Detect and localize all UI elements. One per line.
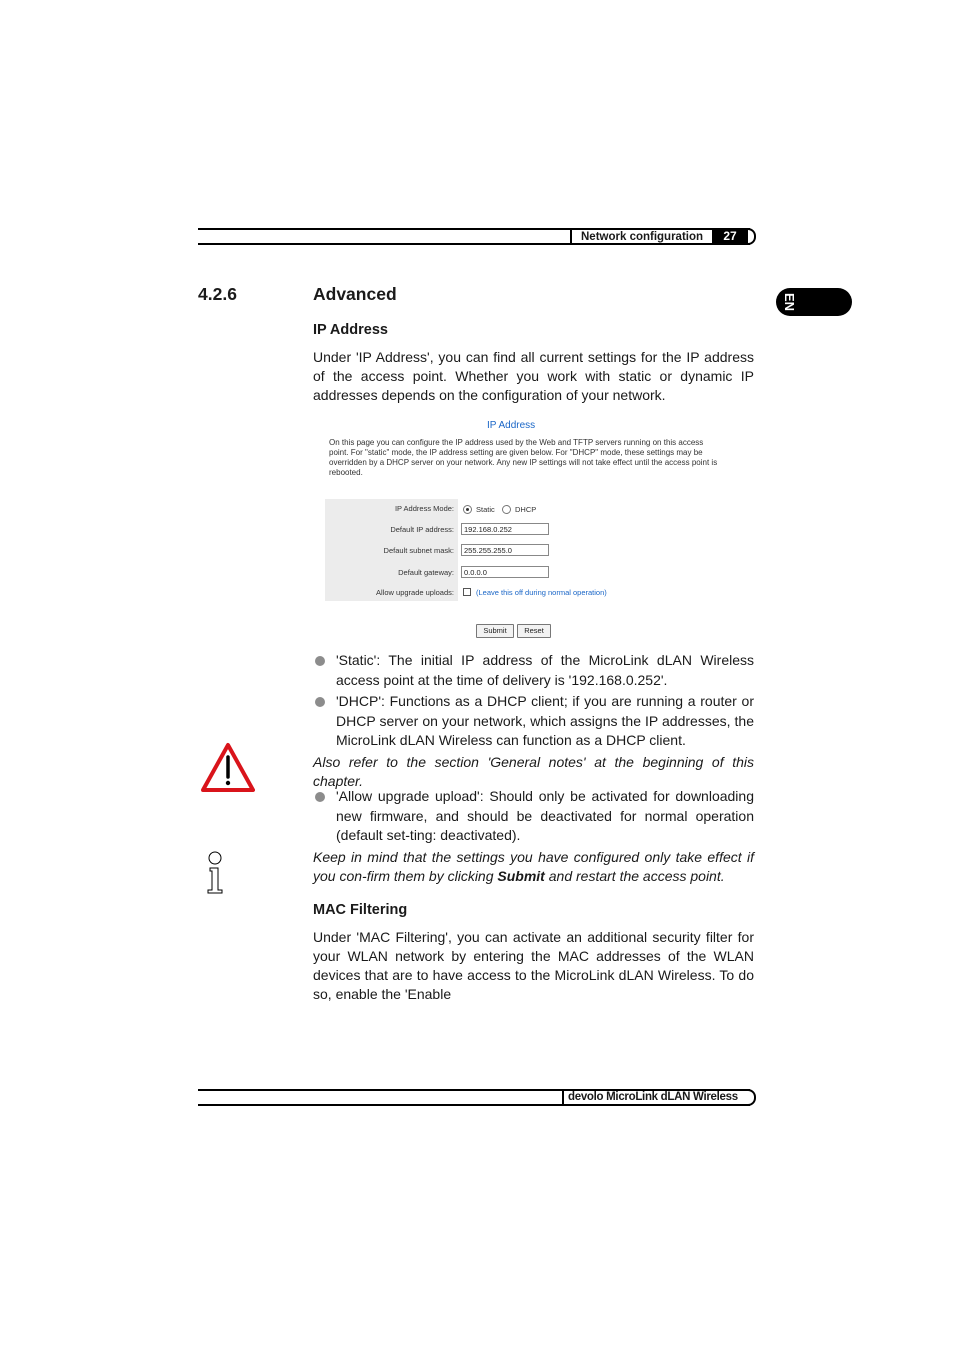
bullet-static	[313, 651, 754, 690]
form-labels	[325, 499, 458, 601]
ip-address-intro: Under 'IP Address', you can find all current settings for the IP address of the access point. Whether you work with static or dynamic IP addresses depends on the configuration of your network.	[313, 349, 754, 403]
screenshot-title: IP Address	[487, 420, 536, 431]
bullet-upgrade-text: 'Allow upgrade upload': Should only be activated for downloading new firmware, and should be deactivated for normal operation (default set-ting: deactivated).	[336, 788, 754, 843]
footer-end-cap	[748, 1089, 756, 1106]
ip-label: Default IP address:	[390, 525, 454, 534]
info-note-text: Keep in mind that the settings you have configured only take effect if you con-firm them by clicking	[313, 849, 754, 884]
info-note-submit: Submit	[497, 868, 545, 884]
header-section-label: Network configuration	[581, 231, 704, 243]
static-radio[interactable]	[463, 505, 472, 514]
section-title: Advanced	[313, 284, 397, 304]
bullet-dhcp-text: 'DHCP': Functions as a DHCP client; if you are running a router or DHCP server on your network, which assigns the IP addresses, the MicroLink dLAN Wireless can function as a DHCP client.	[336, 693, 754, 748]
mac-filtering-heading: MAC Filtering	[313, 902, 408, 918]
mode-label: IP Address Mode:	[394, 504, 454, 513]
bullet-dot	[315, 792, 325, 802]
upgrade-note: (Leave this off during normal operation)	[476, 588, 607, 597]
static-radio-label: Static	[476, 505, 495, 514]
bullet-dot	[315, 697, 325, 707]
mac-filtering-intro: Under 'MAC Filtering', you can activate an additional security filter for your WLAN network by entering the MAC addresses of the WLAN devices that are to have access to the MicroLink dLAN Wireless. To do so, enable the 'Enable	[313, 929, 754, 1002]
bullet-upgrade	[313, 787, 754, 846]
ip-settings-form	[325, 499, 616, 601]
mask-label: Default subnet mask:	[383, 546, 454, 555]
warning-icon	[201, 742, 255, 794]
bullet-static-text: 'Static': The initial IP address of the MicroLink dLAN Wireless access point at the time of delivery is '192.168.0.252'.	[336, 652, 754, 688]
header-end-cap	[748, 228, 756, 245]
upgrade-label: Allow upgrade uploads:	[376, 588, 454, 597]
screenshot-description: On this page you can configure the IP address used by the Web and TFTP servers running on this access point. For "static" mode, the IP address setting are given below. For "DHCP" mode, these settings may be overridden by a DHCP server on your network. Any new IP settings will not take effect until the access point is rebooted.	[329, 438, 718, 477]
ip-address-input[interactable]: 192.168.0.252	[461, 523, 549, 535]
ip-address-heading: IP Address	[313, 322, 388, 338]
language-tab-label: EN	[782, 292, 797, 312]
header-separator	[570, 230, 572, 243]
bullet-dot	[315, 656, 325, 666]
submit-button[interactable]: Submit	[476, 624, 514, 638]
info-note-text-end: and restart the access point.	[544, 868, 725, 884]
info-icon	[203, 850, 229, 896]
form-values	[458, 499, 616, 601]
gateway-label: Default gateway:	[398, 568, 454, 577]
gateway-input[interactable]: 0.0.0.0	[461, 566, 549, 578]
footer-rule-bottom	[198, 1104, 750, 1106]
upgrade-checkbox[interactable]	[463, 588, 471, 596]
page-number: 27	[712, 230, 748, 243]
bullet-dhcp	[313, 692, 754, 751]
reset-button[interactable]: Reset	[517, 624, 551, 638]
footer-separator	[562, 1091, 564, 1104]
footer-product: devolo MicroLink dLAN Wireless	[568, 1091, 738, 1103]
warning-note: Also refer to the section 'General notes' at the beginning of this chapter.	[313, 754, 754, 789]
dhcp-radio[interactable]	[502, 505, 511, 514]
subnet-mask-input[interactable]: 255.255.255.0	[461, 544, 549, 556]
section-number: 4.2.6	[198, 284, 237, 304]
info-note	[313, 848, 754, 886]
dhcp-radio-label: DHCP	[515, 505, 537, 514]
